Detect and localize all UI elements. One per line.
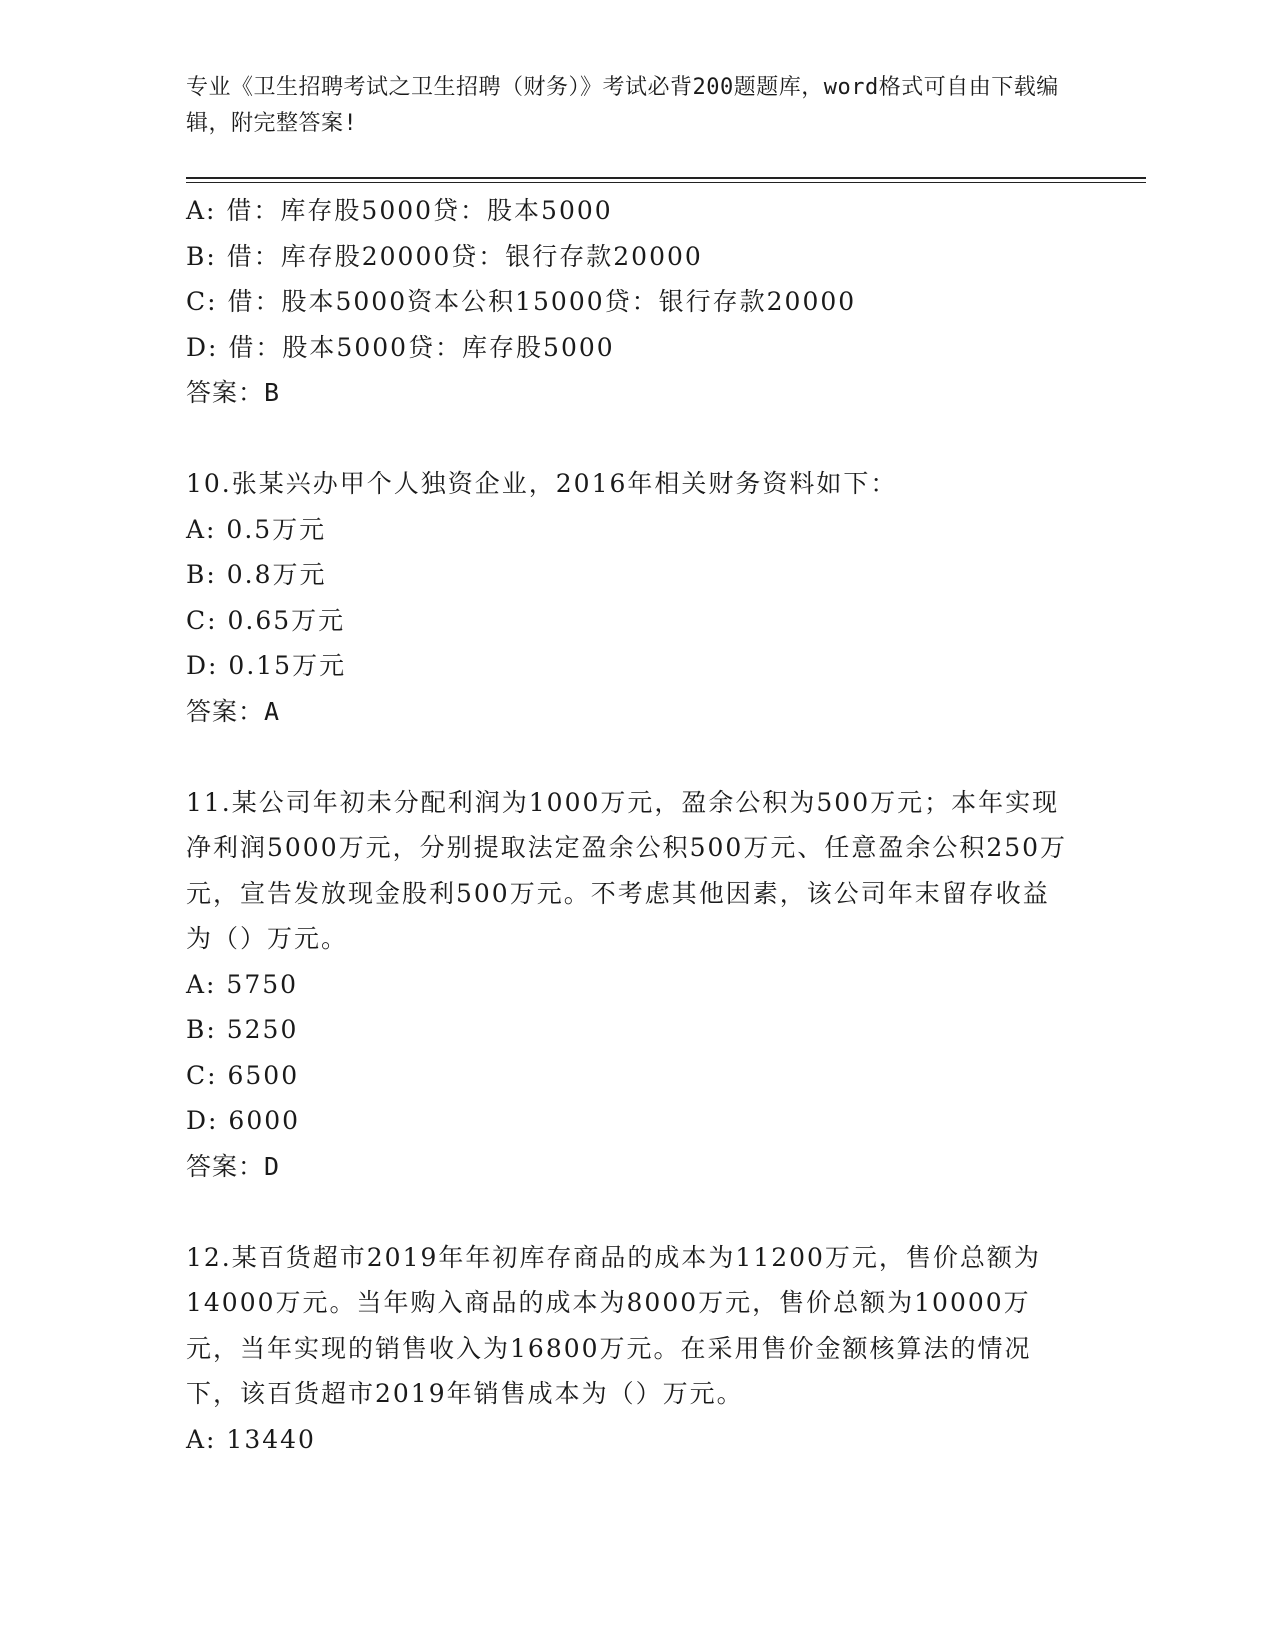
option-d: D: 6000 bbox=[186, 1106, 301, 1135]
option-a: A: 借：库存股5000贷：股本5000 bbox=[186, 196, 613, 225]
question-11 bbox=[186, 780, 1076, 1190]
header-rule-thick bbox=[186, 177, 1146, 179]
option-d: D: 借：股本5000贷：库存股5000 bbox=[186, 332, 615, 362]
answer: 答案：D bbox=[186, 1151, 281, 1181]
question-list bbox=[186, 188, 1076, 1462]
option-c: C: 0.65万元 bbox=[186, 605, 346, 635]
answer: 答案：B bbox=[186, 378, 281, 407]
option-b: B: 0.8万元 bbox=[186, 560, 327, 589]
question-9 bbox=[186, 188, 1076, 416]
option-d: D: 0.15万元 bbox=[186, 651, 347, 680]
option-b: B: 借：库存股20000贷：银行存款20000 bbox=[186, 241, 703, 271]
option-a: A: 13440 bbox=[186, 1424, 316, 1454]
option-c: C: 6500 bbox=[186, 1060, 300, 1090]
header-rule-thin bbox=[186, 182, 1146, 183]
question-stem: 12.某百货超市2019年年初库存商品的成本为11200万元，售价总额为14000万元。当年购入商品的成本为8000万元，售价总额为10000万元，当年实现的销售收入为16800万元。在采用售价金额核算法的情况下，该百货超市2019年销售成本为（）万元。 bbox=[186, 1242, 1041, 1408]
question-stem: 10.张某兴办甲个人独资企业，2016年相关财务资料如下： bbox=[186, 469, 898, 498]
option-a: A: 0.5万元 bbox=[186, 514, 327, 544]
question-10 bbox=[186, 461, 1076, 734]
document-header: 专业《卫生招聘考试之卫生招聘（财务）》考试必背200题题库，word格式可自由下载编辑，附完整答案! bbox=[186, 75, 1059, 136]
option-b: B: 5250 bbox=[186, 1015, 299, 1044]
question-12 bbox=[186, 1235, 1076, 1463]
answer: 答案：A bbox=[186, 696, 281, 726]
question-stem: 11.某公司年初未分配利润为1000万元，盈余公积为500万元；本年实现净利润5000万元，分别提取法定盈余公积500万元、任意盈余公积250万元，宣告发放现金股利500万元。不考虑其他因素，该公司年末留存收益为（）万元。 bbox=[186, 787, 1068, 953]
option-c: C: 借：股本5000资本公积15000贷：银行存款20000 bbox=[186, 287, 857, 316]
option-a: A: 5750 bbox=[186, 969, 299, 999]
